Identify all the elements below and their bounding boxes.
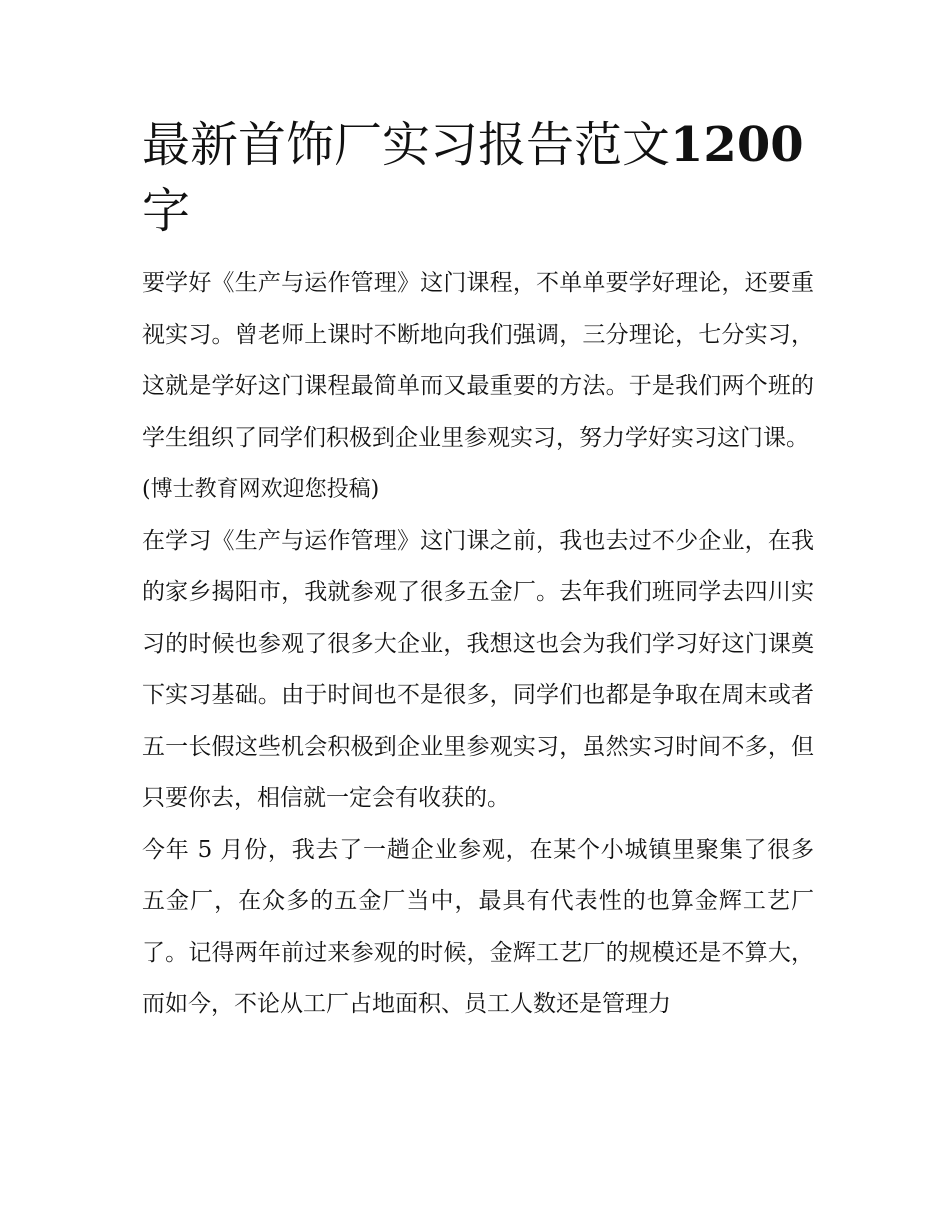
paragraph-visit: 今年 5 月份，我去了一趟企业参观，在某个小城镇里聚集了很多五金厂，在众多的五金厂当中，最具有代表性的也算金辉工艺厂了。记得两年前过来参观的时候，金辉工艺厂的规模还是不算大，而如今，不论从工厂占地面积、员工人数还是管理力	[142, 836, 814, 1017]
paragraph-intro: 要学好《生产与运作管理》这门课程，不单单要学好理论，还要重视实习。曾老师上课时不断地向我们强调，三分理论，七分实习，这就是学好这门课程最简单而又最重要的方法。于是我们两个班的学生组织了同学们积极到企业里参观实习，努力学好实习这门课。	[142, 270, 814, 451]
title-number: 1200	[670, 117, 804, 173]
paragraph-background: 在学习《生产与运作管理》这门课之前，我也去过不少企业，在我的家乡揭阳市，我就参观了很多五金厂。去年我们班同学去四川实习的时候也参观了很多大企业，我想这也会为我们学习好这门课奠下实习基础。由于时间也不是很多，同学们也都是争取在周末或者五一长假这些机会积极到企业里参观实习，虽然实习时间不多，但只要你去，相信就一定会有收获的。	[142, 527, 814, 811]
title-main: 最新首饰厂实习报告范文	[142, 117, 671, 173]
document-page	[142, 112, 814, 1031]
title-suffix: 字	[142, 183, 191, 239]
paragraph-note: (博士教育网欢迎您投稿)	[142, 477, 380, 502]
document-title	[142, 112, 814, 244]
